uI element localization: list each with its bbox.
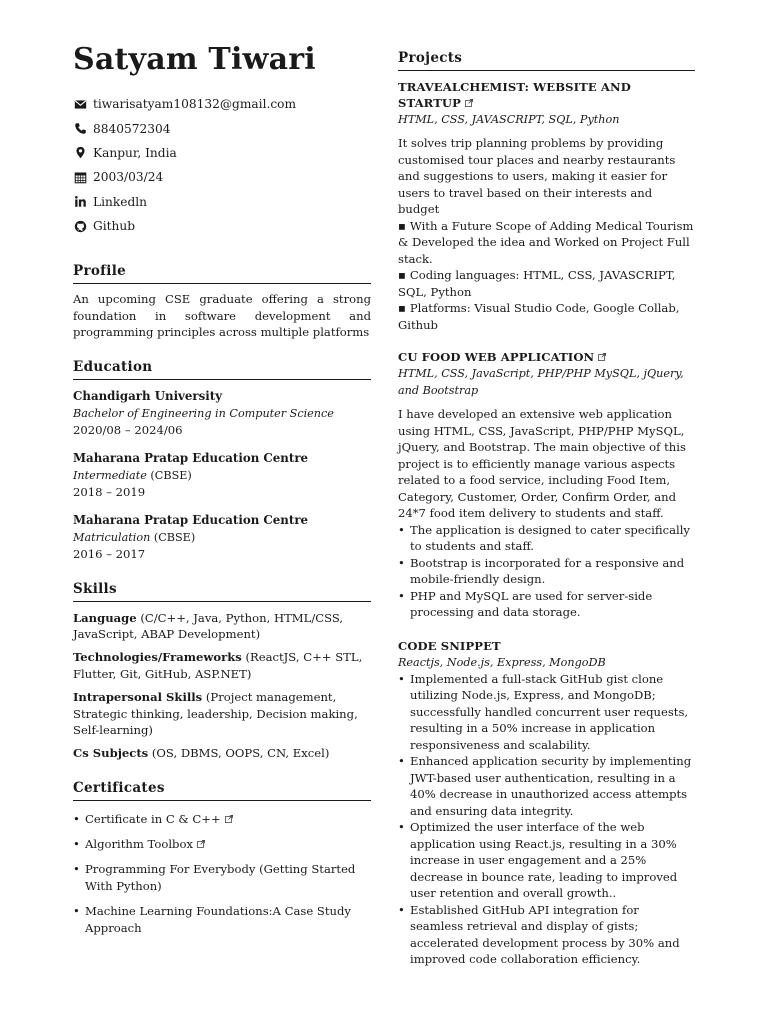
contact-location-text: Kanpur, India bbox=[93, 145, 177, 160]
contact-github-text: Github bbox=[93, 219, 136, 234]
education-item bbox=[73, 450, 371, 501]
contact-dob-text: 2003/03/24 bbox=[93, 170, 164, 185]
candidate-name: Satyam Tiwari bbox=[73, 42, 316, 77]
contact-phone-text: 8840572304 bbox=[93, 121, 171, 136]
certificate-list bbox=[73, 811, 371, 937]
certificate-item bbox=[73, 903, 371, 937]
project-point: • Implemented a full-stack GitHub gist clone utilizing Node.js, Express, and MongoDB; successfully handled concurrent user requests, resulting in a 50% increase in application responsiveness and scalability. bbox=[398, 671, 695, 754]
project-description: It solves trip planning problems by providing customised tour places and nearby restaurants and suggestions to users, making it easier for users to travel based on their interests and budget bbox=[398, 136, 676, 216]
profile-text: An upcoming CSE graduate offering a strong foundation in software development and programming principles across multiple platforms bbox=[73, 292, 371, 340]
education-degree: Bachelor of Engineering in Computer Science bbox=[73, 406, 334, 420]
project-point: • Established GitHub API integration for seamless retrieval and display of gists; accelerated development process by 30% and improved code collaboration efficiency. bbox=[398, 902, 695, 968]
contact-github[interactable] bbox=[73, 214, 371, 238]
project-points bbox=[398, 218, 695, 334]
skill-item bbox=[73, 649, 371, 682]
contact-location bbox=[73, 141, 371, 165]
external-link-icon bbox=[598, 349, 606, 357]
location-pin-icon bbox=[73, 146, 87, 160]
skills-heading: Skills bbox=[73, 581, 371, 602]
skill-value: (ReactJS, C++ STL, Flutter, Git, GitHub, ASP.NET) bbox=[73, 650, 363, 681]
education-item bbox=[73, 512, 371, 563]
project-point: • The application is designed to cater specifically to students and staff. bbox=[398, 522, 695, 555]
external-link-icon bbox=[465, 95, 473, 103]
contact-dob bbox=[73, 165, 371, 189]
education-degree-line bbox=[73, 467, 371, 484]
skill-label: Language bbox=[73, 610, 137, 625]
skill-label: Intrapersonal Skills bbox=[73, 690, 203, 705]
education-institution: Maharana Pratap Education Centre bbox=[73, 450, 309, 465]
external-link-icon bbox=[225, 811, 233, 819]
skill-label: Cs Subjects bbox=[73, 746, 149, 761]
skill-item bbox=[73, 610, 371, 643]
education-board: (CBSE) bbox=[153, 530, 196, 544]
certificate-name: Machine Learning Foundations:A Case Study Approach bbox=[85, 903, 351, 935]
project-description: I have developed an extensive web application using HTML, CSS, JavaScript, PHP/PHP MySQL, jQuery, and Bootstrap. The main objective of this project is to efficiently manage various aspects related to a food service, including Food Item, Category, Customer, Order, Confirm Order, and 24*7 food item delivery to students and staff. bbox=[398, 407, 686, 520]
left-column bbox=[73, 40, 371, 945]
project-points bbox=[398, 671, 695, 968]
certificate-name: Programming For Everybody (Getting Started With Python) bbox=[85, 861, 356, 893]
education-heading: Education bbox=[73, 359, 371, 380]
certificate-name: Certificate in C & C++ bbox=[85, 811, 221, 826]
contact-list bbox=[73, 92, 371, 238]
education-dates: 2020/08 – 2024/06 bbox=[73, 422, 183, 437]
education-institution: Maharana Pratap Education Centre bbox=[73, 512, 309, 527]
skill-item bbox=[73, 689, 371, 738]
education-dates: 2018 – 2019 bbox=[73, 484, 146, 499]
contact-email[interactable] bbox=[73, 92, 371, 116]
project-tech: Reactjs, Node.js, Express, MongoDB bbox=[398, 655, 606, 669]
education-board: (CBSE) bbox=[150, 468, 192, 482]
skill-value: (OS, DBMS, OOPS, CN, Excel) bbox=[151, 746, 330, 761]
project-title[interactable] bbox=[398, 349, 695, 365]
project-title[interactable] bbox=[398, 79, 695, 111]
project-title: CODE SNIPPET bbox=[398, 638, 501, 653]
contact-linkedin-text: Linkedln bbox=[93, 194, 147, 209]
project-title-text: CU FOOD WEB APPLICATION bbox=[398, 350, 595, 364]
linkedin-icon bbox=[73, 195, 87, 209]
project-point: ▪ With a Future Scope of Adding Medical Tourism & Developed the idea and Worked on Project Full stack. bbox=[398, 218, 695, 268]
education-degree: Intermediate bbox=[73, 468, 147, 482]
external-link-icon bbox=[197, 836, 205, 844]
project-item bbox=[398, 349, 695, 621]
skills-section bbox=[73, 581, 371, 762]
github-icon bbox=[73, 219, 87, 233]
contact-email-text: tiwarisatyam108132@gmail.com bbox=[93, 97, 297, 112]
project-points bbox=[398, 522, 695, 621]
skill-value: (Project management, Strategic thinking, leadership, Decision making, Self-learning) bbox=[73, 690, 358, 737]
envelope-icon bbox=[73, 97, 87, 111]
projects-heading: Projects bbox=[398, 50, 695, 71]
education-degree: Matriculation bbox=[73, 530, 151, 544]
project-point: • PHP and MySQL are used for server-side processing and data storage. bbox=[398, 588, 695, 621]
certificates-heading: Certificates bbox=[73, 780, 371, 801]
profile-heading: Profile bbox=[73, 263, 371, 284]
certificate-item[interactable] bbox=[73, 811, 371, 828]
project-item bbox=[398, 638, 695, 968]
project-title-text: TRAVEALCHEMIST: WEBSITE AND STARTUP bbox=[398, 80, 631, 110]
certificate-name: Algorithm Toolbox bbox=[85, 836, 193, 851]
contact-linkedin[interactable] bbox=[73, 190, 371, 214]
certificate-item[interactable] bbox=[73, 836, 371, 853]
skill-value: (C/C++, Java, Python, HTML/CSS, JavaScript, ABAP Development) bbox=[73, 610, 344, 641]
project-point: • Optimized the user interface of the web application using React.js, resulting in a 30% increase in user engagement and a 25% decrease in bounce rate, leading to improved user retention and overall growth.. bbox=[398, 819, 695, 902]
project-tech: HTML, CSS, JAVASCRIPT, SQL, Python bbox=[398, 113, 620, 126]
project-tech: HTML, CSS, JavaScript, PHP/PHP MySQL, jQuery, and Bootstrap bbox=[398, 367, 684, 397]
education-degree-line bbox=[73, 529, 371, 546]
certificate-item bbox=[73, 861, 371, 895]
calendar-icon bbox=[73, 170, 87, 184]
education-dates: 2016 – 2017 bbox=[73, 546, 146, 561]
project-point: ▪ Platforms: Visual Studio Code, Google Collab, Github bbox=[398, 300, 695, 333]
project-point: • Bootstrap is incorporated for a responsive and mobile-friendly design. bbox=[398, 555, 695, 588]
certificates-section bbox=[73, 780, 371, 937]
education-section bbox=[73, 359, 371, 563]
profile-section bbox=[73, 263, 371, 340]
right-column bbox=[398, 50, 695, 968]
project-item bbox=[398, 79, 695, 333]
education-item bbox=[73, 388, 371, 439]
project-point: ▪ Coding languages: HTML, CSS, JAVASCRIPT, SQL, Python bbox=[398, 267, 695, 300]
skill-label: Technologies/Frameworks bbox=[73, 650, 242, 665]
skill-item bbox=[73, 745, 371, 761]
contact-phone[interactable] bbox=[73, 116, 371, 140]
education-institution: Chandigarh University bbox=[73, 388, 223, 403]
project-point: • Enhanced application security by implementing JWT-based user authentication, resulting in a 40% decrease in unauthorized access attempts and ensuring data integrity. bbox=[398, 753, 695, 819]
phone-icon bbox=[73, 122, 87, 136]
